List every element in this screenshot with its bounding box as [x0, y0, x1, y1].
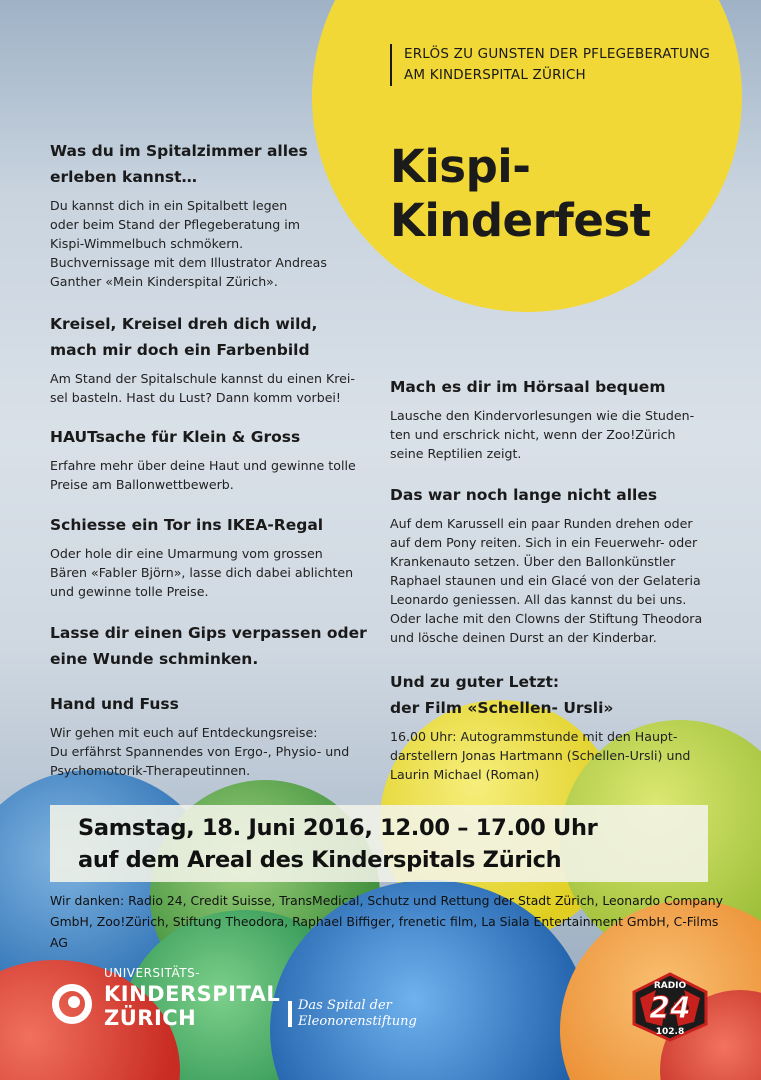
heading-line: Das war noch lange nicht alles	[390, 486, 658, 504]
heading-line: erleben kannst…	[50, 168, 197, 186]
section-noch-nicht-alles	[390, 482, 730, 647]
body-line: oder beim Stand der Pflegeberatung im	[50, 217, 301, 232]
body-line: Bären «Fabler Björn», lasse dich dabei ablichten	[50, 565, 354, 580]
heading-line: mach mir doch ein Farbenbild	[50, 341, 310, 359]
section-ikea	[50, 512, 370, 601]
section-body	[50, 723, 370, 780]
section-body	[50, 544, 370, 601]
section-heading	[50, 424, 370, 450]
body-line: auf dem Pony reiten. Sich in ein Feuerwehr- oder	[390, 535, 698, 550]
eleonoren-line1: Das Spital der	[298, 998, 392, 1013]
event-date: Samstag, 18. Juni 2016, 12.00 – 17.00 Uhr	[78, 815, 598, 841]
section-hautsache	[50, 424, 370, 494]
event-date-box	[50, 805, 708, 882]
section-heading	[50, 620, 390, 672]
body-line: Kispi-Wimmelbuch schmökern.	[50, 236, 244, 251]
section-spitalzimmer	[50, 138, 370, 291]
kinderspital-dot-icon	[68, 996, 80, 1008]
heading-line: Hand und Fuss	[50, 695, 179, 713]
body-line: Oder lache mit den Clowns der Stiftung Theodora	[390, 611, 703, 626]
section-body	[390, 514, 730, 647]
body-line: Leonardo geniessen. All das kannst du bei uns.	[390, 592, 687, 607]
section-hoersaal	[390, 374, 720, 463]
body-line: Du kannst dich in ein Spitalbett legen	[50, 198, 288, 213]
tagline	[390, 44, 710, 86]
body-line: und lösche deinen Durst an der Kinderbar.	[390, 630, 657, 645]
heading-line: Lasse dir einen Gips verpassen oder	[50, 624, 367, 642]
body-line: Raphael staunen und ein Glacé von der Gelateria	[390, 573, 701, 588]
section-heading	[50, 691, 370, 717]
section-schellen-ursli	[390, 669, 730, 784]
thanks-line: Wir danken: Radio 24, Credit Suisse, TransMedical, Schutz und Rettung der Stadt Zürich, Leonardo Company	[50, 893, 723, 908]
page-title	[390, 140, 651, 248]
heading-line: HAUTsache für Klein & Gross	[50, 428, 301, 446]
body-line: Du erfährst Spannendes von Ergo-, Physio- und	[50, 744, 350, 759]
kinderspital-name: KINDERSPITAL	[104, 982, 281, 1006]
body-line: Preise am Ballonwettbewerb.	[50, 477, 234, 492]
body-line: ten und erschrick nicht, wenn der Zoo!Zürich	[390, 427, 676, 442]
radio24-logo	[626, 972, 714, 1042]
body-line: Auf dem Karussell ein paar Runden drehen oder	[390, 516, 693, 531]
section-body	[50, 369, 370, 407]
title-line1: Kispi-	[390, 140, 531, 193]
body-line: Lausche den Kindervorlesungen wie die Studen-	[390, 408, 695, 423]
body-line: sel basteln. Hast du Lust? Dann komm vorbei!	[50, 390, 341, 405]
section-heading	[50, 138, 370, 190]
section-body	[50, 456, 370, 494]
kinderspital-small-label: UNIVERSITÄTS-	[104, 966, 201, 980]
body-line: Buchvernissage mit dem Illustrator Andreas	[50, 255, 327, 270]
radio-frequency: 102.8	[655, 1027, 685, 1037]
heading-line: Schiesse ein Tor ins IKEA-Regal	[50, 516, 324, 534]
tagline-line2: AM KINDERSPITAL ZÜRICH	[404, 67, 586, 83]
title-line2: Kinderfest	[390, 194, 651, 247]
section-heading	[390, 374, 720, 400]
kinderspital-city: ZÜRICH	[104, 1006, 197, 1030]
heading-line: Was du im Spitalzimmer alles	[50, 142, 308, 160]
body-line: und gewinne tolle Preise.	[50, 584, 209, 599]
section-heading	[390, 669, 730, 721]
section-body	[390, 406, 720, 463]
body-line: 16.00 Uhr: Autogrammstunde mit den Haupt-	[390, 729, 678, 744]
section-body	[390, 727, 730, 784]
sponsor-thanks	[50, 890, 730, 953]
body-line: Psychomotorik-Therapeutinnen.	[50, 763, 251, 778]
body-line: seine Reptilien zeigt.	[390, 446, 522, 461]
body-line: Wir gehen mit euch auf Entdeckungsreise:	[50, 725, 318, 740]
body-line: Oder hole dir eine Umarmung vom grossen	[50, 546, 323, 561]
body-line: Laurin Michael (Roman)	[390, 767, 540, 782]
body-line: Erfahre mehr über deine Haut und gewinne tolle	[50, 458, 356, 473]
body-line: darstellern Jonas Hartmann (Schellen-Ursli) und	[390, 748, 691, 763]
event-location: auf dem Areal des Kinderspitals Zürich	[78, 847, 562, 873]
eleonoren-line2: Eleonorenstiftung	[298, 1014, 417, 1029]
heading-line: Und zu guter Letzt:	[390, 673, 560, 691]
section-heading	[50, 512, 370, 538]
radio-top-label: RADIO	[653, 981, 687, 991]
heading-line: Mach es dir im Hörsaal bequem	[390, 378, 666, 396]
section-heading	[390, 482, 730, 508]
heading-line: der Film «Schellen- Ursli»	[390, 699, 614, 717]
heading-line: Kreisel, Kreisel dreh dich wild,	[50, 315, 318, 333]
tagline-line1: ERLÖS ZU GUNSTEN DER PFLEGEBERATUNG	[404, 46, 711, 62]
section-kreisel	[50, 311, 370, 407]
heading-line: eine Wunde schminken.	[50, 650, 259, 668]
eleonoren-bar-icon	[288, 1001, 292, 1027]
radio-number: 24	[649, 991, 691, 1026]
thanks-line: GmbH, Zoo!Zürich, Stiftung Theodora, Raphael Biffiger, frenetic film, La Siala Entertainment GmbH, C-Films AG	[50, 914, 719, 950]
section-body	[50, 196, 370, 291]
body-line: Ganther «Mein Kinderspital Zürich».	[50, 274, 278, 289]
section-heading	[50, 311, 370, 363]
kinderspital-logo	[50, 962, 290, 1042]
section-gips	[50, 620, 390, 678]
eleonorenstiftung-logo	[288, 998, 458, 1032]
body-line: Am Stand der Spitalschule kannst du einen Krei-	[50, 371, 355, 386]
body-line: Krankenauto setzen. Über den Ballonkünstler	[390, 554, 676, 569]
radio24-badge-icon	[626, 972, 714, 1042]
section-hand-und-fuss	[50, 691, 370, 780]
